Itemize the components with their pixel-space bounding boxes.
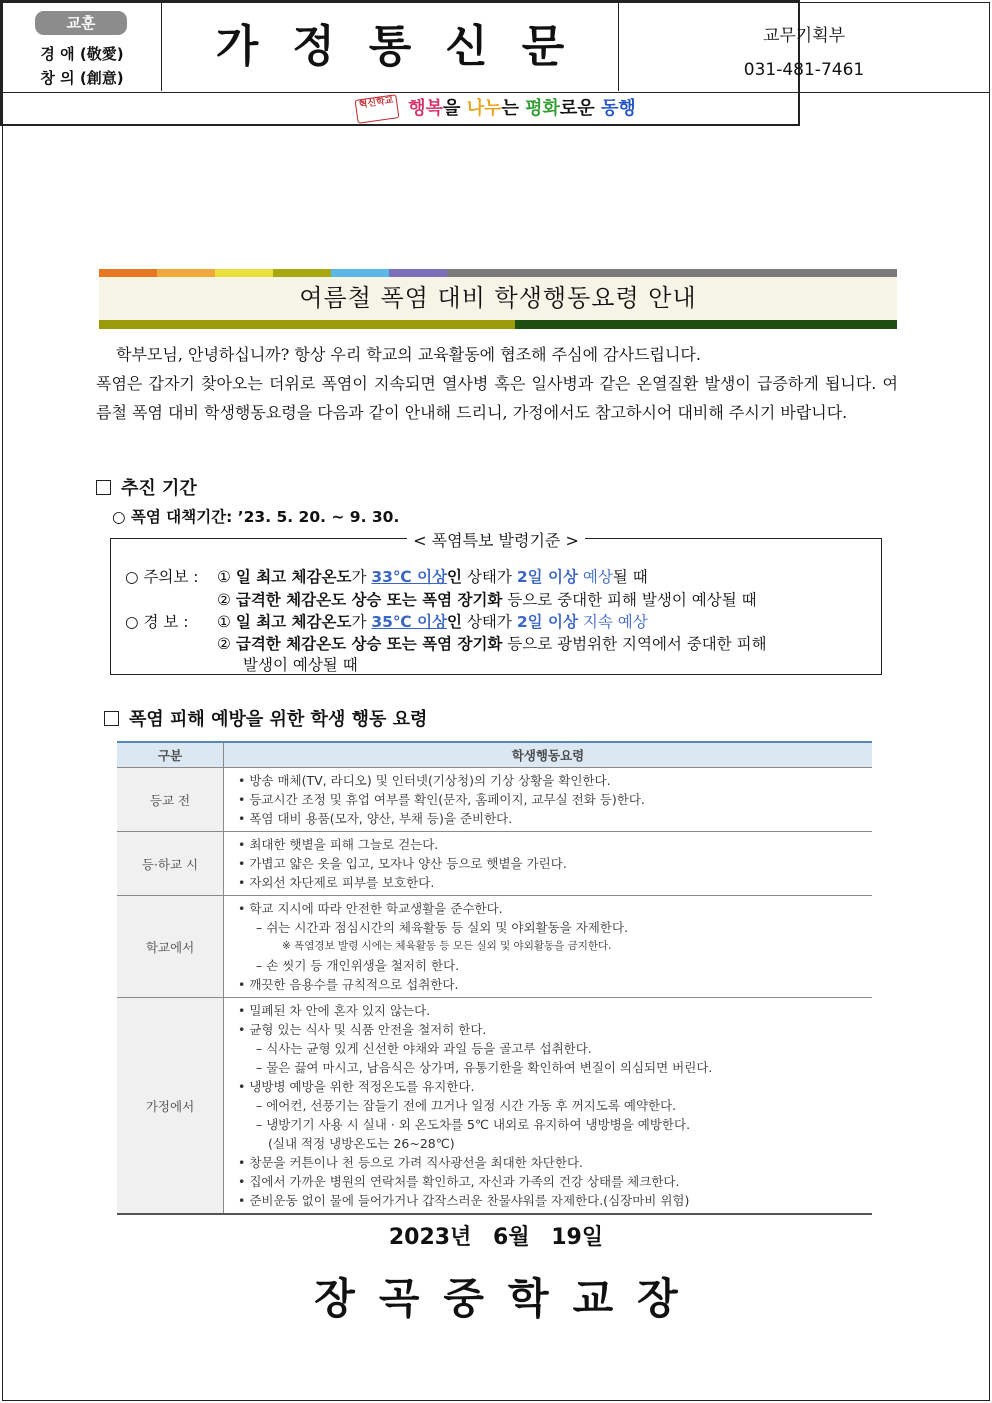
guideline-item: (실내 적정 냉방온도는 26~28℃) — [268, 1136, 455, 1151]
alert-criteria-title: < 폭염특보 발령기준 > — [407, 531, 585, 550]
checkbox-square-icon — [96, 480, 111, 495]
issue-date: 2023년 6월 19일 — [388, 1225, 604, 1250]
guideline-item: • 학교 지시에 따라 안전한 학교생활을 준수한다. — [238, 901, 503, 916]
caution-label: ○ 주의보 : — [125, 568, 199, 586]
color-stripe — [99, 269, 157, 277]
department-name: 교무기획부 — [762, 26, 846, 46]
color-stripe — [273, 269, 331, 277]
guideline-item: – 쉬는 시간과 점심시간의 체육활동 등 실외 및 야외활동을 자제한다. — [256, 920, 629, 935]
banner-underline-olive — [99, 320, 515, 329]
slogan-segment: 로운 — [559, 98, 601, 119]
document-title: 가정통신문 — [162, 3, 619, 91]
table-row — [117, 768, 872, 832]
guideline-item: – 물은 끓여 마시고, 남음식은 상가며, 유통기한을 확인하여 변질이 의심되면 버린다. — [256, 1060, 713, 1075]
banner-underline-green — [515, 320, 897, 329]
warning-criterion-2: ② 급격한 체감온도 상승 또는 폭염 장기화 등으로 광범위한 지역에서 중대한 피해 — [217, 635, 767, 653]
intro-greeting: 학부모님, 안녕하십니까? 항상 우리 학교의 교육활동에 협조해 주심에 감사드립니다. — [116, 345, 701, 364]
guideline-item: ※ 폭염경보 발령 시에는 체육활동 등 모든 실외 및 야외활동을 금지한다. — [282, 940, 612, 952]
checkbox-square-icon — [104, 711, 119, 726]
table-row — [117, 896, 872, 998]
guideline-item: – 식사는 균형 있게 신선한 야채와 과일 등을 골고루 섭취한다. — [256, 1041, 592, 1056]
guideline-item: • 깨끗한 음용수를 규칙적으로 섭취한다. — [238, 977, 459, 992]
warning-criterion-2-cont: 발생이 예상될 때 — [243, 656, 358, 674]
color-stripe — [331, 269, 389, 277]
slogan-segment: 평화 — [525, 98, 560, 119]
motto-line-2: 창 의 (創意) — [40, 69, 124, 87]
guideline-item: • 최대한 햇볕을 피해 그늘로 걷는다. — [238, 837, 439, 852]
row-category: 가정에서 — [117, 998, 224, 1215]
guideline-item: • 자외선 차단제로 피부를 보호한다. — [238, 875, 435, 890]
guideline-item: – 에어컨, 선풍기는 잠들기 전에 끄거나 일정 시간 가동 후 꺼지도록 예약한다. — [256, 1098, 677, 1113]
header-box — [0, 0, 865, 126]
color-stripe — [389, 269, 447, 277]
row-guidelines — [224, 896, 873, 998]
guideline-item: • 균형 있는 식사 및 식품 안전을 철저히 한다. — [238, 1022, 487, 1037]
table-header-row — [117, 742, 872, 768]
guideline-item: • 밀폐된 차 안에 혼자 있지 않는다. — [238, 1003, 431, 1018]
guideline-item: • 폭염 대비 용품(모자, 양산, 부채 등)을 준비한다. — [238, 811, 513, 826]
warning-criterion-1: ① 일 최고 체감온도가 35℃ 이상인 상태가 2일 이상 지속 예상 — [217, 613, 648, 631]
guideline-item: • 창문을 커튼이나 천 등으로 가려 직사광선을 최대한 차단한다. — [238, 1155, 584, 1170]
row-category: 등·하교 시 — [117, 832, 224, 896]
heatwave-period: ○ 폭염 대책기간: ’23. 5. 20. ~ 9. 30. — [112, 508, 400, 526]
column-header-category: 구분 — [117, 742, 224, 768]
section-guidelines-heading: 폭염 피해 예방을 위한 학생 행동 요령 — [104, 705, 427, 731]
section-period-heading: 추진 기간 — [96, 474, 197, 500]
slogan-segment: 행복 — [408, 98, 444, 119]
principal-signature: 장곡중학교장 — [314, 1274, 702, 1323]
color-stripe — [215, 269, 273, 277]
caution-criterion-2: ② 급격한 체감온도 상승 또는 폭염 장기화 등으로 중대한 피해 발생이 예상될 때 — [217, 591, 757, 609]
table-row — [117, 998, 872, 1215]
guidelines-table — [117, 741, 872, 1215]
guideline-item: • 집에서 가까운 병원의 연락처를 확인하고, 자신과 가족의 건강 상태를 체크한다. — [238, 1174, 680, 1189]
warning-label: ○ 경 보 : — [125, 613, 189, 631]
row-category: 학교에서 — [117, 896, 224, 998]
intro-body: 폭염은 갑자기 찾아오는 더위로 폭염이 지속되면 열사병 혹은 일사병과 같은 온열질환 발생이 급증하게 됩니다. 여름철 폭염 대비 학생행동요령을 다음과 같이 안내해 드리니, 가정에서도 참고하시어 대비해 주시기 바랍니다. — [96, 374, 898, 422]
notice-title: 여름철 폭염 대비 학생행동요령 안내 — [99, 277, 897, 320]
guideline-item: • 등교시간 조정 및 휴업 여부를 확인(문자, 홈페이지, 교무실 전화 등)한다. — [238, 792, 645, 807]
school-motto — [3, 3, 162, 91]
slogan-segment: 을 — [443, 98, 467, 119]
slogan-segment: 동행 — [600, 98, 636, 119]
guideline-item: • 가볍고 얇은 옷을 입고, 모자나 양산 등으로 햇볕을 가린다. — [238, 856, 567, 871]
innovation-school-badge: 혁신학교 — [355, 94, 400, 124]
department-phone: 031-481-7461 — [743, 60, 865, 80]
row-guidelines — [224, 768, 873, 832]
motto-label: 교훈 — [35, 11, 127, 35]
caution-criterion-1: ① 일 최고 체감온도가 33℃ 이상인 상태가 2일 이상 예상될 때 — [217, 568, 648, 586]
department-info — [619, 3, 989, 91]
school-slogan — [408, 98, 635, 119]
guideline-item: • 냉방병 예방을 위한 적정온도를 유지한다. — [238, 1079, 475, 1094]
slogan-segment: 는 — [501, 98, 526, 119]
guideline-item: • 준비운동 없이 물에 들어가거나 갑작스러운 찬물샤워를 자제한다.(심장마비 위험) — [238, 1193, 690, 1208]
guideline-item: – 냉방기기 사용 시 실내 · 외 온도차를 5℃ 내외로 유지하여 냉방병을 예방한다. — [256, 1117, 691, 1132]
row-category: 등교 전 — [117, 768, 224, 832]
color-stripe — [447, 269, 897, 277]
motto-line-1: 경 애 (敬愛) — [40, 45, 124, 63]
row-guidelines — [224, 998, 873, 1215]
guideline-item: • 방송 매체(TV, 라디오) 및 인터넷(기상청)의 기상 상황을 확인한다. — [238, 773, 611, 788]
table-row — [117, 832, 872, 896]
guideline-item: – 손 씻기 등 개인위생을 철저히 한다. — [256, 958, 460, 973]
column-header-guidelines: 학생행동요령 — [224, 742, 873, 768]
color-stripe — [157, 269, 215, 277]
slogan-segment: 나누 — [466, 98, 502, 119]
row-guidelines — [224, 832, 873, 896]
heatwave-alert-criteria-box — [110, 531, 882, 675]
